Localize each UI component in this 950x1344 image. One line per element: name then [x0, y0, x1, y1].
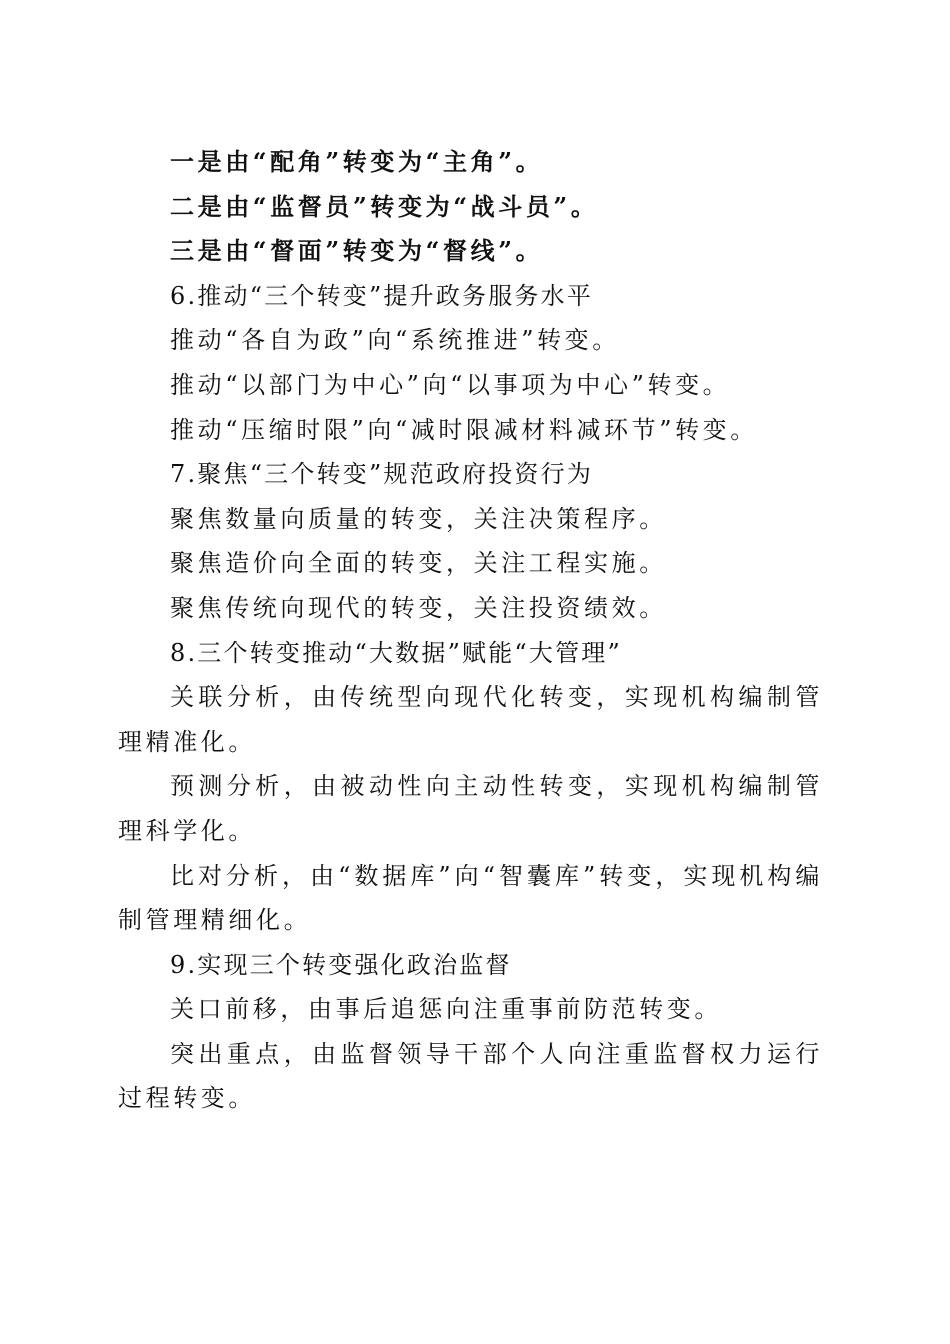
section-heading-7: 7.聚焦“三个转变”规范政府投资行为 [170, 460, 594, 489]
paragraph-14: 预测分析，由被动性向主动性转变，实现机构编制管理科学化。 [118, 772, 823, 845]
paragraph-7: 推动“压缩时限”向“减时限减材料减环节”转变。 [170, 415, 758, 444]
paragraph-9: 聚焦数量向质量的转变，关注决策程序。 [170, 504, 667, 533]
paragraph-13: 关联分析，由传统型向现代化转变，实现机构编制管理精准化。 [118, 683, 823, 756]
paragraph-17: 关口前移，由事后追惩向注重事前防范转变。 [170, 995, 722, 1024]
paragraph-6: 推动“以部门为中心”向“以事项为中心”转变。 [170, 370, 731, 399]
paragraph-11: 聚焦传统向现代的转变，关注投资绩效。 [170, 593, 667, 622]
paragraph-15: 比对分析，由“数据库”向“智囊库”转变，实现机构编制管理精细化。 [118, 861, 823, 935]
paragraph-10: 聚焦造价向全面的转变，关注工程实施。 [170, 549, 667, 578]
paragraph-1: 一是由“配角”转变为“主角”。 [170, 147, 544, 176]
document-page [118, 140, 823, 1121]
paragraph-3: 三是由“督面”转变为“督线”。 [170, 236, 544, 266]
paragraph-5: 推动“各自为政”向“系统推进”转变。 [170, 326, 620, 355]
section-heading-9: 9.实现三个转变强化政治监督 [170, 950, 512, 979]
section-heading-8: 8.三个转变推动“大数据”赋能“大管理” [170, 638, 622, 667]
section-heading-6: 6.推动“三个转变”提升政务服务水平 [170, 281, 594, 310]
paragraph-2: 二是由“监督员”转变为“战斗员”。 [170, 191, 599, 221]
paragraph-18: 突出重点，由监督领导干部个人向注重监督权力运行过程转变。 [118, 1039, 823, 1113]
